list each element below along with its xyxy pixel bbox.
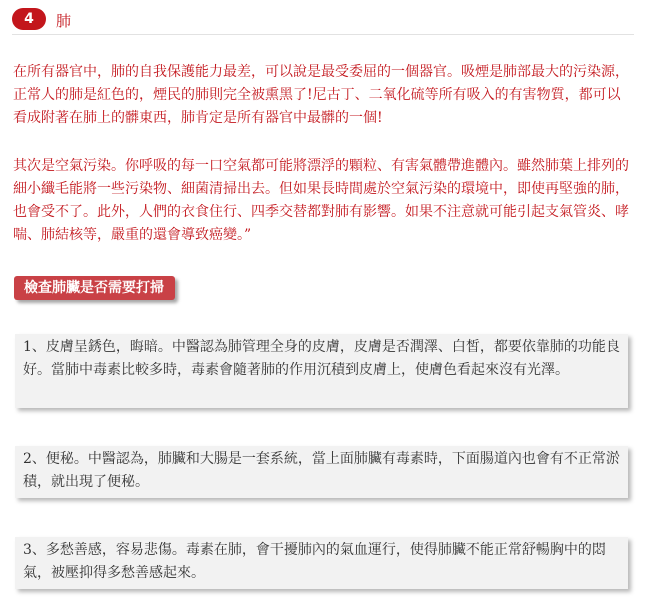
intro-paragraph: 在所有器官中，肺的自我保護能力最差，可以說是最受委屈的一個器官。吸煙是肺部最大的污染源，正常人的肺是紅色的，煙民的肺則完全被熏黑了!尼古丁、二氧化硫等所有吸入的有害物質，都可以看成附著在肺上的髒東西，肺肯定是所有器官中最髒的一個! — [13, 64, 629, 126]
symptom-item: 1、皮膚呈銹色，晦暗。中醫認為肺管理全身的皮膚，皮膚是否潤澤、白皙，都要依靠肺的功能良好。當肺中毒素比較多時，毒素會隨著肺的作用沉積到皮膚上，使膚色看起來沒有光澤。 — [15, 334, 628, 408]
symptom-item: 2、便秘。中醫認為，肺臟和大腸是一套系統，當上面肺臟有毒素時，下面腸道內也會有不正常淤積，就出現了便秘。 — [15, 446, 628, 498]
section-header — [12, 6, 634, 35]
section-title: 肺 — [56, 12, 72, 30]
section-number-badge: 4 — [12, 8, 46, 30]
pollution-paragraph: 其次是空氣污染。你呼吸的每一口空氣都可能將漂浮的顆粒、有害氣體帶進體內。雖然肺葉上排列的細小纖毛能將一些污染物、細菌清掃出去。但如果長時間處於空氣污染的環境中，即使再堅強的肺，也會受不了。此外，人們的衣食住行、四季交替都對肺有影響。如果不注意就可能引起支氣管炎、哮喘、肺結核等，嚴重的還會導致癌變。” — [13, 158, 629, 243]
symptom-item: 3、多愁善感，容易悲傷。毒素在肺，會干擾肺內的氣血運行，使得肺臟不能正常舒暢胸中的悶氣，被壓抑得多愁善感起來。 — [15, 537, 628, 589]
section-tag: 檢查肺臟是否需要打掃 — [14, 276, 175, 300]
